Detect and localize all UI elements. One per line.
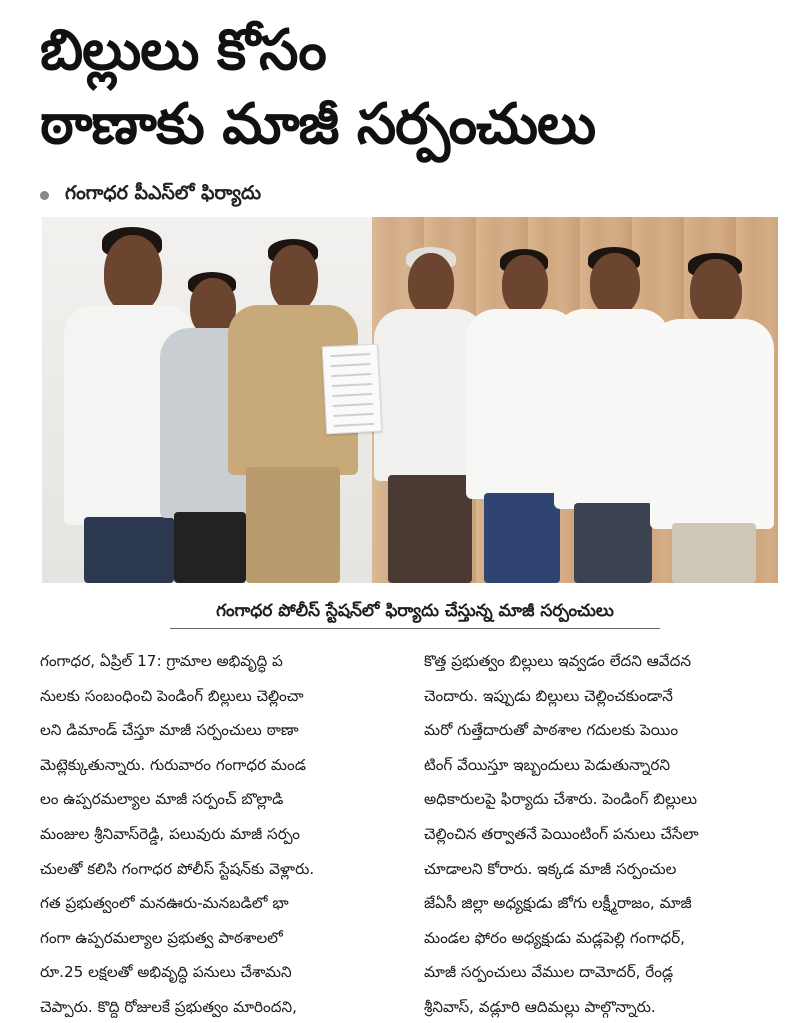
article-line: చెందారు. ఇప్పుడు బిల్లులు చెల్లించకుండానే [424, 686, 673, 705]
photo-person [650, 253, 774, 583]
article-line: చెప్పారు. కొద్ది రోజులకే ప్రభుత్వం మారిందని, [40, 997, 297, 1016]
article-line: మంజుల శ్రీనివాస్‌రెడ్డి, పలువురు మాజీ సర్పం [40, 824, 300, 843]
article-line: మరో గుత్తేదారుతో పాఠశాల గదులకు పెయిం [424, 721, 679, 740]
article-line: రూ.25 లక్షలతో అభివృద్ధి పనులు చేశామని [40, 963, 292, 982]
subhead [40, 180, 261, 210]
headline-line-2: ఠాణాకు మాజీ సర్పంచులు [40, 92, 596, 157]
bullet-icon [40, 191, 49, 200]
article-column-2 [424, 644, 782, 1016]
article-line: గంగా ఉప్పరమల్యాల ప్రభుత్వ పాఠశాలలో [40, 928, 283, 947]
article-column-1 [40, 644, 398, 1016]
article-line: జేఏసీ జిల్లా అధ్యక్షుడు జోగు లక్ష్మీరాజం, మాజీ [424, 894, 692, 913]
article-line: మండల ఫోరం అధ్యక్షుడు మడ్లపెల్లి గంగాధర్, [424, 928, 685, 947]
article-line: మాజీ సర్పంచులు వేముల దామోదర్, రేండ్ల [424, 963, 674, 982]
headline-line-1: బిల్లులు కోసం [40, 18, 326, 83]
article-line: మెట్లెక్కుతున్నారు. గురువారం గంగాధర మండ [40, 755, 306, 774]
complaint-paper [322, 344, 383, 435]
article-line: కొత్త ప్రభుత్వం బిల్లులు ఇవ్వడం లేదని ఆవేదన [424, 652, 691, 670]
article-line: చెల్లించిన తర్వాతనే పెయింటింగ్ పనులు చేసేలా [424, 824, 699, 843]
photo-caption: గంగాధర పోలీస్ స్టేషన్‌లో ఫిర్యాదు చేస్తున్న మాజీ సర్పంచులు [170, 597, 660, 629]
news-photo [42, 217, 778, 583]
article-line: లని డిమాండ్ చేస్తూ మాజీ సర్పంచులు ఠాణా [40, 721, 299, 740]
article-line: అధికారులపై ఫిర్యాదు చేశారు. పెండింగ్ బిల్లులు [424, 790, 697, 809]
article-line: గంగాధర, ఏప్రిల్ 17: గ్రామాల అభివృద్ధి ప [40, 652, 283, 670]
article-line: చులతో కలిసి గంగాధర పోలీస్ స్టేషన్‌కు వెళ్లారు. [40, 859, 315, 878]
article-line: లం ఉప్పరమల్యాల మాజీ సర్పంచ్ బొల్లాడి [40, 790, 284, 809]
headline [40, 14, 780, 162]
article-line: గత ప్రభుత్వంలో మనఊరు-మనబడిలో భా [40, 894, 289, 913]
article-line: నులకు సంబంధించి పెండింగ్ బిల్లులు చెల్లించా [40, 686, 304, 705]
article-body [40, 644, 782, 1016]
article-line: చూడాలని కోరారు. ఇక్కడ మాజీ సర్పంచుల [424, 859, 677, 878]
article-line: శ్రీనివాస్, వడ్లూరి ఆదిమల్లు పాల్గొన్నారు. [424, 997, 656, 1016]
article-line: టింగ్ వేయిస్తూ ఇబ్బందులు పెడుతున్నారని [424, 755, 671, 774]
subhead-text: గంగాధర పీఎస్‌లో ఫిర్యాదు [65, 181, 262, 204]
